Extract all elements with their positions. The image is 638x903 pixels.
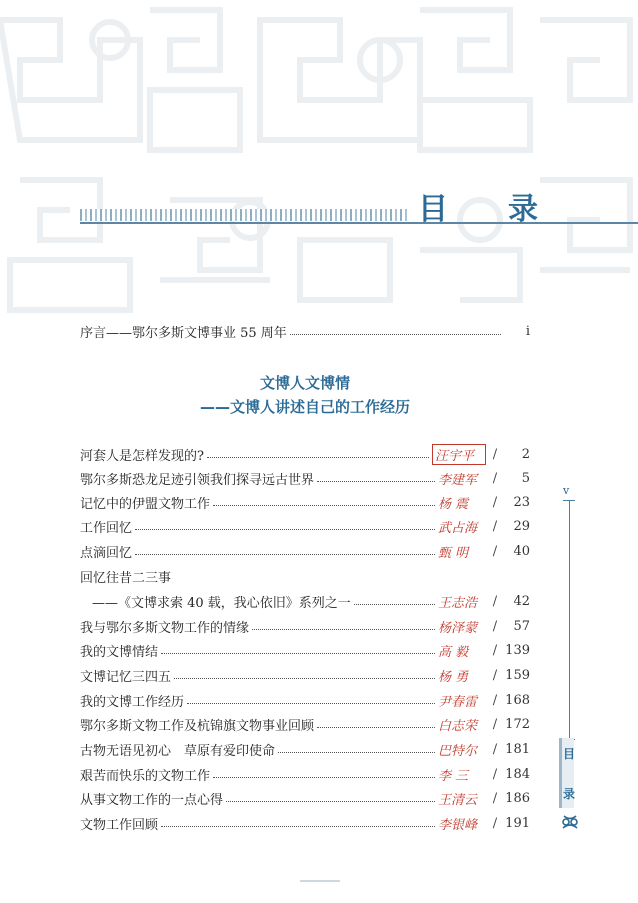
entry-page: 42	[513, 593, 530, 609]
toc-entry-heading[interactable]	[80, 565, 171, 587]
title-char-2: 录	[508, 192, 538, 227]
leader-dots	[317, 480, 435, 482]
entry-title: 我的文博工作经历	[80, 694, 185, 710]
entry-title: 河套人是怎样发现的?	[80, 448, 204, 464]
entry-author: 王清云	[438, 792, 478, 808]
leader-dots	[135, 553, 435, 555]
title-decorative-band	[80, 209, 410, 221]
entry-title: 古物无语见初心 草原有爱印使命	[80, 743, 276, 759]
leader-dots	[161, 652, 435, 654]
entry-author: 李银峰	[438, 817, 478, 833]
leader-dots	[252, 628, 435, 630]
entry-subtitle: ——《文博求索 40 载，我心依旧》系列之一	[92, 595, 351, 611]
entry-title: 文物工作回顾	[80, 817, 159, 833]
entry-title: 点滴回忆	[80, 545, 133, 561]
entry-author: 杨泽蒙	[438, 620, 478, 636]
leader-dots	[354, 603, 435, 605]
leader-dots	[207, 456, 429, 458]
toc-entry[interactable]: 我的文博工作经历 尹春雷 / 168	[80, 692, 530, 710]
sidebar-tick-top	[563, 500, 575, 501]
page-number-roman: v	[563, 484, 570, 497]
toc-entry[interactable]: 工作回忆 武占海 / 29	[80, 518, 530, 536]
toc-entry[interactable]: 文博记忆三四五 杨 勇 / 159	[80, 667, 530, 685]
leader-dots	[135, 528, 435, 530]
leader-dots	[226, 800, 435, 802]
entry-author: 杨 震	[438, 496, 469, 512]
entry-title: 鄂尔多斯文物工作及杭锦旗文物事业回顾	[80, 718, 315, 734]
sidebar-line	[569, 500, 570, 740]
toc-entry-preface[interactable]	[80, 320, 530, 342]
entry-page: 159	[505, 667, 530, 683]
leader-dots	[317, 726, 435, 728]
leader-dots	[290, 333, 501, 335]
section-title: 文博人文博情	[259, 374, 350, 392]
entry-title: 序言——鄂尔多斯文博事业 55 周年	[80, 325, 287, 341]
entry-page: 186	[505, 790, 530, 806]
toc-entry[interactable]: 我与鄂尔多斯文物工作的情缘 杨泽蒙 / 57	[80, 618, 530, 636]
entry-page: i	[525, 323, 530, 339]
entry-author: 李 三	[438, 768, 469, 784]
entry-author: 巴特尔	[438, 743, 478, 759]
page-title	[418, 186, 538, 226]
leader-dots	[174, 677, 435, 679]
section-subtitle: ——文博人讲述自己的工作经历	[199, 398, 410, 416]
entry-title: 回忆往昔二三事	[80, 570, 172, 586]
entry-page: 168	[505, 692, 530, 708]
entry-author: 白志荣	[438, 718, 478, 734]
entry-author: 王志浩	[438, 595, 478, 611]
entry-title: 记忆中的伊盟文物工作	[80, 496, 211, 512]
entry-author: 李建军	[438, 472, 478, 488]
entry-page: 191	[505, 815, 530, 831]
leader-dots	[161, 825, 435, 827]
entry-author: 高 毅	[438, 644, 469, 660]
entry-author: 甄 明	[438, 545, 469, 561]
sidebar-tab-char-1: 目	[563, 747, 576, 761]
sidebar-tab-char-2: 录	[563, 787, 576, 801]
entry-page: 57	[513, 618, 530, 634]
entry-page: 40	[513, 543, 530, 559]
toc-entry[interactable]: 点滴回忆 甄 明 / 40	[80, 543, 530, 561]
toc-entry[interactable]: 记忆中的伊盟文物工作 杨 震 / 23	[80, 494, 530, 512]
entry-page: 29	[513, 518, 530, 534]
entry-page: 139	[505, 642, 530, 658]
entry-author: 武占海	[438, 520, 478, 536]
ornament-icon	[560, 812, 580, 832]
bottom-mark	[300, 880, 340, 882]
toc-entry[interactable]: ——《文博求索 40 载，我心依旧》系列之一 王志浩 / 42	[92, 593, 530, 611]
entry-page: 5	[521, 470, 530, 486]
entry-title: 文博记忆三四五	[80, 669, 172, 685]
leader-dots	[187, 702, 435, 704]
leader-dots	[213, 776, 435, 778]
toc-entry[interactable]: 鄂尔多斯文物工作及杭锦旗文物事业回顾 白志荣 / 172	[80, 716, 530, 734]
entry-title: 艰苦而快乐的文物工作	[80, 768, 211, 784]
entry-author: 杨 勇	[438, 669, 469, 685]
entry-page: 2	[521, 446, 530, 462]
toc-entry[interactable]: 文物工作回顾 李银峰 / 191	[80, 815, 530, 833]
entry-page: 181	[505, 741, 530, 757]
entry-author: 汪宇平	[432, 444, 486, 465]
toc-entry[interactable]: 我的文博情结 高 毅 / 139	[80, 642, 530, 660]
entry-page: 23	[513, 494, 530, 510]
leader-dots	[213, 504, 435, 506]
title-underline	[80, 222, 638, 224]
entry-page: 172	[505, 716, 530, 732]
entry-author: 尹春雷	[438, 694, 478, 710]
background-pattern	[0, 0, 638, 320]
entry-title: 我的文博情结	[80, 644, 159, 660]
entry-title: 我与鄂尔多斯文物工作的情缘	[80, 620, 250, 636]
entry-title: 从事文物工作的一点心得	[80, 792, 224, 808]
entry-page: 184	[505, 766, 530, 782]
toc-entry[interactable]: 从事文物工作的一点心得 王清云 / 186	[80, 790, 530, 808]
toc-entry[interactable]: 河套人是怎样发现的? 汪宇平 / 2	[80, 443, 530, 465]
entry-title: 鄂尔多斯恐龙足迹引领我们探寻远古世界	[80, 472, 315, 488]
title-char-1: 目	[418, 192, 448, 227]
toc-entry[interactable]: 鄂尔多斯恐龙足迹引领我们探寻远古世界 李建军 / 5	[80, 470, 530, 488]
toc-entry[interactable]: 艰苦而快乐的文物工作 李 三 / 184	[80, 766, 530, 784]
leader-dots	[278, 751, 435, 753]
entry-title: 工作回忆	[80, 520, 133, 536]
toc-entry[interactable]: 古物无语见初心 草原有爱印使命 巴特尔 / 181	[80, 741, 530, 759]
